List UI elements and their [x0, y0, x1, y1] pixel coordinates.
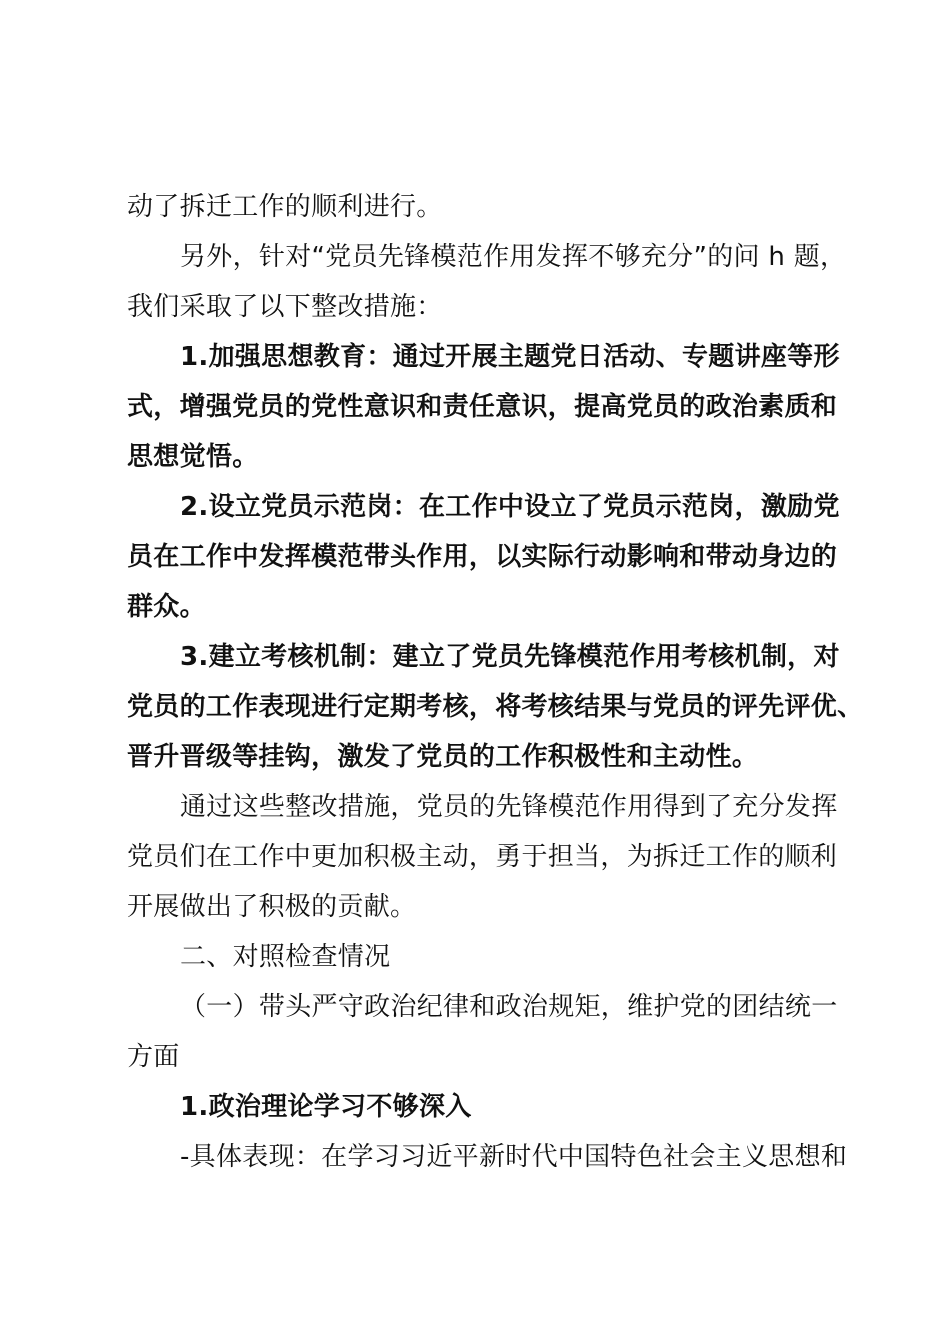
subsection-heading: （一）带头严守政治纪律和政治规矩，维护党的团结统一: [180, 992, 838, 1022]
measure-item-line: 式，增强党员的党性意识和责任意识，提高党员的政治素质和: [127, 392, 838, 422]
paragraph-line: 动了拆迁工作的顺利进行。: [127, 192, 443, 222]
measure-item-heading: 3.建立考核机制：建立了党员先锋模范作用考核机制，对: [180, 642, 840, 672]
paragraph-line: 另外，针对“党员先锋模范作用发挥不够充分”的问 h 题，: [180, 242, 847, 272]
paragraph-line: 我们采取了以下整改措施：: [127, 292, 443, 322]
measure-item-line: 群众。: [127, 592, 206, 622]
paragraph-line: 开展做出了积极的贡献。: [127, 892, 417, 922]
paragraph-line: -具体表现：在学习习近平新时代中国特色社会主义思想和: [180, 1142, 848, 1172]
measure-item-line: 员在工作中发挥模范带头作用，以实际行动影响和带动身边的: [127, 542, 838, 572]
measure-item-line: 思想觉悟。: [127, 442, 259, 472]
subsection-heading: 方面: [127, 1042, 180, 1072]
section-heading: 二、对照检查情况: [180, 942, 391, 972]
measure-item-line: 党员的工作表现进行定期考核，将考核结果与党员的评先评优、: [127, 692, 864, 722]
measure-item-line: 晋升晋级等挂钩，激发了党员的工作积极性和主动性。: [127, 742, 759, 772]
paragraph-line: 党员们在工作中更加积极主动，勇于担当，为拆迁工作的顺利: [127, 842, 838, 872]
paragraph-line: 通过这些整改措施，党员的先锋模范作用得到了充分发挥: [180, 792, 838, 822]
measure-item-heading: 1.加强思想教育：通过开展主题党日活动、专题讲座等形: [180, 342, 840, 372]
measure-item-heading: 2.设立党员示范岗：在工作中设立了党员示范岗，激励党: [180, 492, 840, 522]
issue-heading: 1.政治理论学习不够深入: [180, 1092, 472, 1122]
